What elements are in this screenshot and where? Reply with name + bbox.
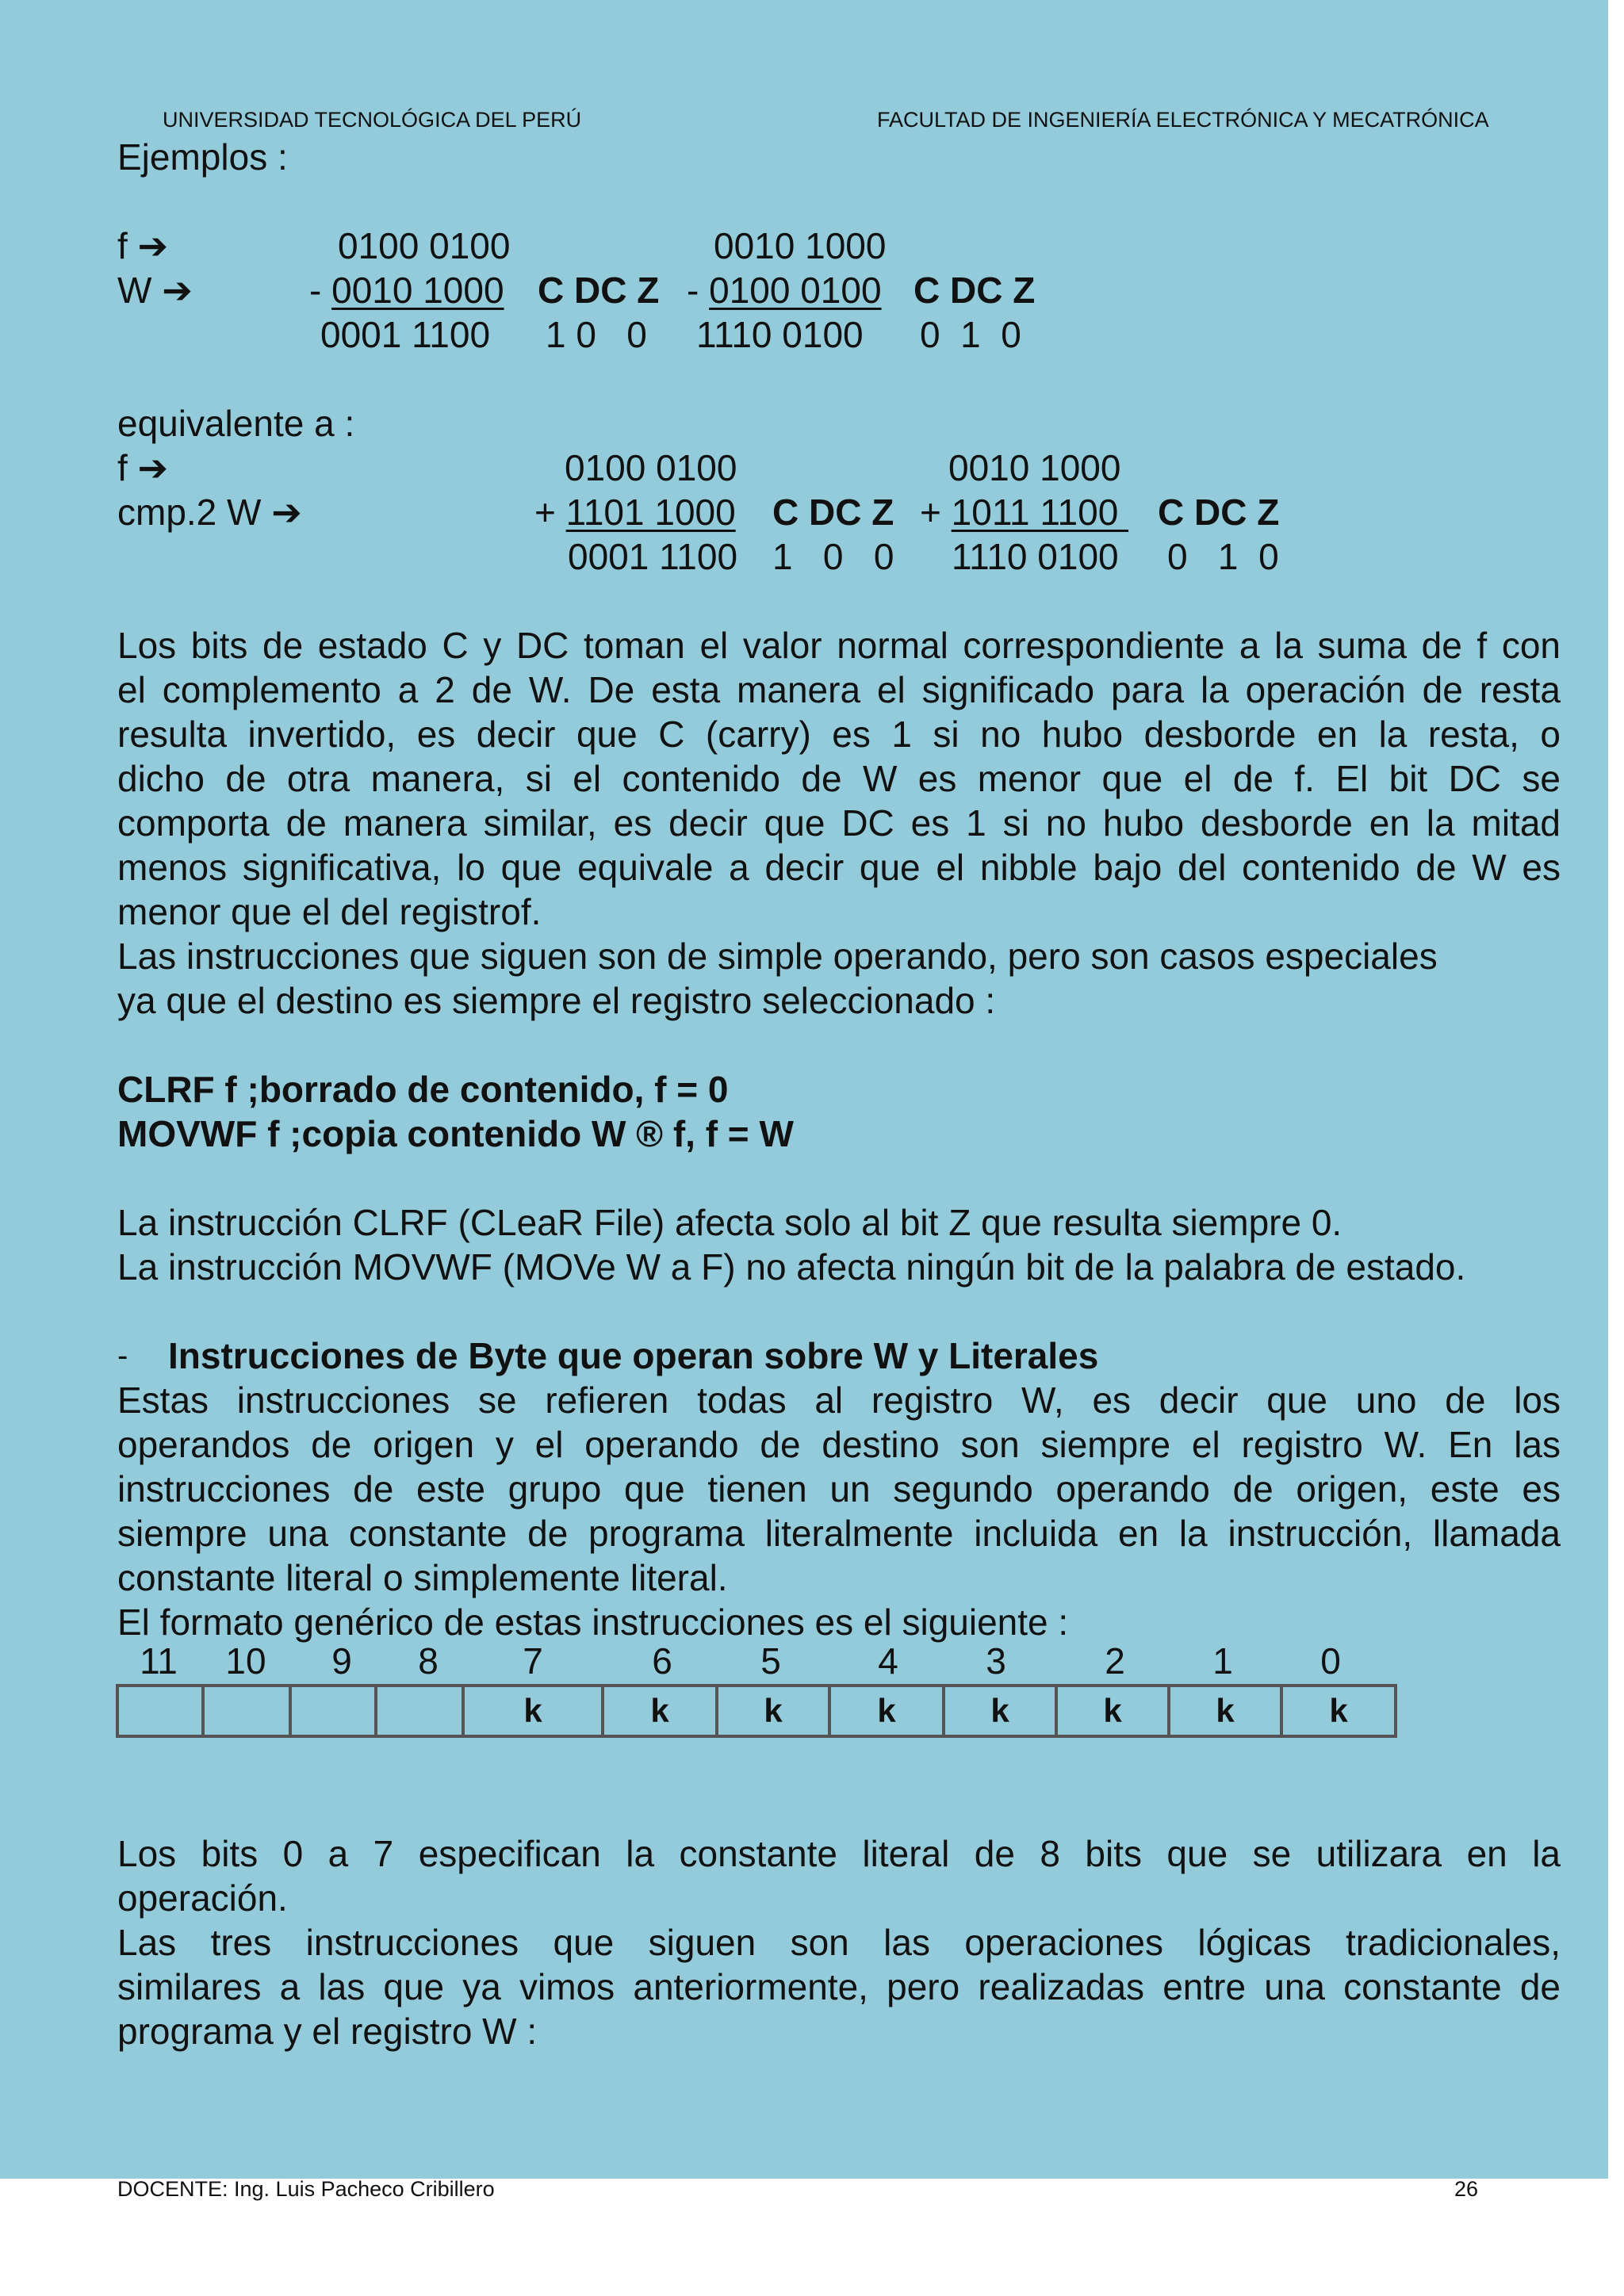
ex1-b-flags: C DC Z xyxy=(914,270,1036,311)
bit-cell xyxy=(374,1684,465,1738)
bit-cell: k xyxy=(601,1684,718,1738)
ex2-a-flags: C DC Z xyxy=(772,492,894,533)
ex1-b-f: 0010 1000 xyxy=(714,225,887,266)
text-line: operandos de origen y el operando de destino son siempre el registro W. En las xyxy=(117,1424,1561,1465)
bit-number: 11 xyxy=(140,1640,178,1682)
ex1-a-f: 0100 0100 xyxy=(338,225,511,266)
bit-cell: k xyxy=(1055,1684,1170,1738)
paragraph-simple-operand-1: Las instrucciones que siguen son de simple operando, pero son casos especiales xyxy=(117,936,1438,977)
ex2-a-result: 0001 1100 xyxy=(568,536,738,577)
ex1-b-w: 0100 0100 xyxy=(709,270,882,311)
note-movwf: La instrucción MOVWF (MOVe W a F) no afecta ningún bit de la palabra de estado. xyxy=(117,1246,1466,1288)
section-title: Instrucciones de Byte que operan sobre W y Literales xyxy=(168,1335,1099,1376)
text-line: dicho de otra manera, si el contenido de W es menor que el de f. El bit DC se xyxy=(117,758,1561,799)
text-line: el complemento a 2 de W. De esta manera el significado para la operación de resta xyxy=(117,669,1561,710)
ex1-a-flags: C DC Z xyxy=(538,270,660,311)
bit-cell xyxy=(289,1684,377,1738)
bit-cell: k xyxy=(715,1684,831,1738)
bit-number: 7 xyxy=(523,1640,543,1682)
paragraph-literal-instructions xyxy=(117,1378,1561,1600)
paragraph-status-bits xyxy=(117,623,1561,934)
bit-number: 8 xyxy=(418,1640,439,1682)
instruction-movwf: MOVWF f ;copia contenido W ® f, f = W xyxy=(117,1113,794,1154)
page-number: 26 xyxy=(1454,2177,1479,2201)
ex1-b-row xyxy=(687,268,882,312)
text-line: instrucciones de este grupo que tienen un segundo operando de origen, este es xyxy=(117,1468,1561,1510)
ex2-w-label: cmp.2 W ➔ xyxy=(117,492,302,533)
ex2-b-plus: + xyxy=(920,492,952,533)
bit-cell: k xyxy=(462,1684,604,1738)
ex2-f-label: f ➔ xyxy=(117,447,169,488)
ex2-a-row xyxy=(534,490,736,534)
bit-number: 4 xyxy=(878,1640,898,1682)
header-faculty: FACULTAD DE INGENIERÍA ELECTRÓNICA Y MECATRÓNICA xyxy=(877,108,1489,132)
bit-cell: k xyxy=(942,1684,1058,1738)
ex2-a-f: 0100 0100 xyxy=(565,447,737,488)
bit-number: 3 xyxy=(986,1640,1006,1682)
bit-cell xyxy=(116,1684,205,1738)
bit-number: 0 xyxy=(1320,1640,1341,1682)
text-line: programa y el registro W : xyxy=(117,2011,538,2052)
ex1-b-result-flags: 0 1 0 xyxy=(920,314,1021,355)
section-bullet: - xyxy=(117,1338,128,1373)
format-intro: El formato genérico de estas instrucciones es el siguiente : xyxy=(117,1601,1069,1643)
ex2-b-row xyxy=(920,490,1128,534)
bit-cell: k xyxy=(828,1684,945,1738)
bit-number: 5 xyxy=(760,1640,781,1682)
bit-number: 10 xyxy=(225,1640,266,1682)
ex2-b-result: 1110 0100 xyxy=(952,536,1119,577)
bit-number: 9 xyxy=(331,1640,352,1682)
footer-teacher: DOCENTE: Ing. Luis Pacheco Cribillero xyxy=(117,2177,495,2201)
note-clrf: La instrucción CLRF (CLeaR File) afecta solo al bit Z que resulta siempre 0. xyxy=(117,1202,1342,1243)
text-line: constante literal o simplemente literal. xyxy=(117,1557,728,1598)
text-line: resulta invertido, es decir que C (carry) es 1 si no hubo desborde en la resta, o xyxy=(117,714,1561,755)
ex2-b-flags: C DC Z xyxy=(1158,492,1280,533)
ex1-f-label: f ➔ xyxy=(117,225,169,266)
ex1-a-result-flags: 1 0 0 xyxy=(546,314,647,355)
header-university: UNIVERSIDAD TECNOLÓGICA DEL PERÚ xyxy=(163,108,582,132)
ex1-b-minus: - xyxy=(687,270,710,311)
text-line: menos significativa, lo que equivale a decir que el nibble bajo del contenido de W es xyxy=(117,847,1561,888)
paragraph-logic-instructions xyxy=(117,1920,1561,2053)
ex1-a-result: 0001 1100 xyxy=(320,314,491,355)
text-line: Los bits 0 a 7 especifican la constante literal de 8 bits que se utilizara en la xyxy=(117,1833,1561,1874)
text-line: operación. xyxy=(117,1877,288,1919)
ex1-a-minus: - xyxy=(309,270,332,311)
text-line: siempre una constante de programa literalmente incluida en la instrucción, llamada xyxy=(117,1513,1561,1554)
ex2-a-w: 1101 1000 xyxy=(565,492,736,533)
ex1-a-row xyxy=(309,268,504,312)
text-line: Los bits de estado C y DC toman el valor normal correspondiente a la suma de f con xyxy=(117,625,1561,666)
bit-cell: k xyxy=(1167,1684,1283,1738)
ex2-a-plus: + xyxy=(534,492,566,533)
ex1-w-label: W ➔ xyxy=(117,270,193,311)
bit-number: 1 xyxy=(1212,1640,1233,1682)
ex1-a-w: 0010 1000 xyxy=(331,270,504,311)
bit-number: 2 xyxy=(1105,1640,1125,1682)
text-line: Las tres instrucciones que siguen son las operaciones lógicas tradicionales, xyxy=(117,1922,1561,1963)
bit-cell: k xyxy=(1280,1684,1397,1738)
paragraph-simple-operand-2: ya que el destino es siempre el registro seleccionado : xyxy=(117,980,996,1021)
paragraph-bits-literal xyxy=(117,1831,1561,1920)
bit-cell xyxy=(201,1684,292,1738)
examples-title: Ejemplos : xyxy=(117,136,288,178)
ex2-title: equivalente a : xyxy=(117,403,355,444)
ex2-b-w: 1011 1100 xyxy=(951,492,1129,533)
ex2-b-result-flags: 0 1 0 xyxy=(1167,536,1279,577)
instruction-clrf: CLRF f ;borrado de contenido, f = 0 xyxy=(117,1069,729,1110)
text-line: menor que el del registrof. xyxy=(117,891,542,932)
ex1-b-result: 1110 0100 xyxy=(696,314,864,355)
bit-number: 6 xyxy=(652,1640,672,1682)
ex2-b-f: 0010 1000 xyxy=(948,447,1121,488)
ex2-a-result-flags: 1 0 0 xyxy=(772,536,894,577)
text-line: Estas instrucciones se refieren todas al registro W, es decir que uno de los xyxy=(117,1380,1561,1421)
text-line: comporta de manera similar, es decir que DC es 1 si no hubo desborde en la mitad xyxy=(117,802,1561,844)
text-line: similares a las que ya vimos anteriormente, pero realizadas entre una constante de xyxy=(117,1966,1561,2007)
